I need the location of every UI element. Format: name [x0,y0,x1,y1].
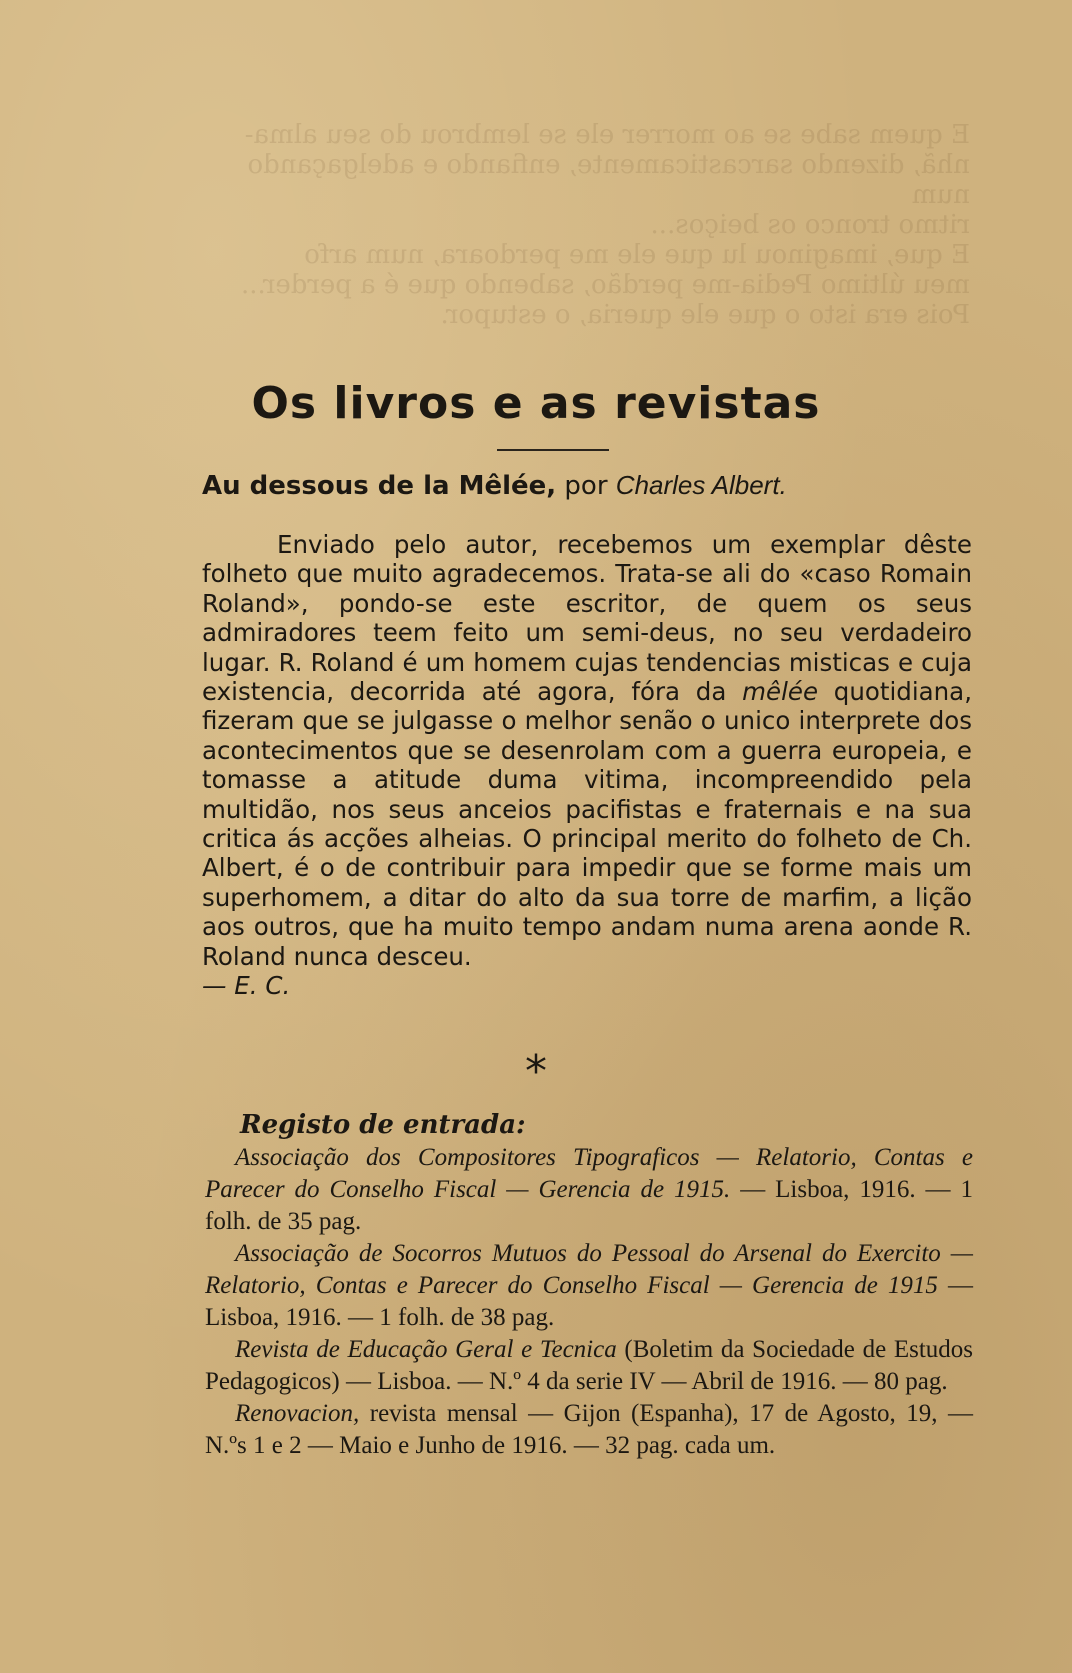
entry-details: — Lisboa, 1916. — 1 folh. de 38 pag. [205,1272,973,1331]
review-text-part1: Enviado pelo autor, recebemos um exemplar dêste folheto que muito agradecemos. Trata-se ali do «caso Romain Roland», pondo-se este escritor, de quem os seus admiradores teem feito um semi-deus, no seu verdadeiro lugar. R. Roland é um homem cujas tendencias misticas e cuja existencia, decorrida até agora, fóra da [202,530,972,707]
entry-details: revista mensal — Gijon (Espanha), 17 de Agosto, 19, — N.ºs 1 e 2 — Maio e Junho de 1916. — 32 pag. cada um. [205,1400,973,1459]
review-text-part2: quotidiana, fizeram que se julgasse o melhor senão o unico interprete dos acontecimentos que se desenrolam com a guerra europeia, e tomasse a atitude duma vitima, incompreendido pela multidão, nos seus anceios pacifistas e fraternais e na sua critica ás acções alheias. O principal merito do folheto de Ch. Albert, é o de contribuir para impedir que se forme mais um superhomem, a ditar do alto da sua torre de marfim, a lição aos outros, que ha muito tempo andam numa arena aonde R. Roland nunca desceu. [202,677,972,971]
entry-title: Associação de Socorros Mutuos do Pessoal do Arsenal do Exercito — Relatorio, Contas e Parecer do Conselho Fiscal — Gerencia de 1915 [205,1240,973,1299]
registo-entries [205,1142,973,1462]
entry-details: — Lisboa, 1916. — 1 folh. de 35 pag. [205,1176,973,1235]
registo-entry [205,1142,973,1238]
review-paragraph [202,530,972,1001]
bleed-through-text: E quem sabe se ao morrer ele se lembrou do seu alma- nhã, dizendo sarcasticamente, enfiando e adelgaçando num ritmo tronco os beiços... E que, imaginou lu que ele me perdoara, num arfo meu último Pedia-me perdão, sabendo que é a perder... Pois era isto o que ele queria, o estupor. [241,120,970,330]
book-title: Au dessous de la Mêlée, [202,471,557,501]
registo-entry [205,1238,973,1334]
entry-details: (Boletim da Sociedade de Estudos Pedagogicos) — Lisboa. — N.º 4 da serie IV — Abril de 1916. — 80 pag. [205,1336,973,1395]
review-emphasis: mêlée [742,677,819,707]
book-author: Charles Albert. [615,470,787,500]
registo-entry [205,1398,973,1462]
entry-title: Renovacion, [235,1400,360,1427]
review-signature: — E. C. [202,971,291,1001]
entry-title: Associação dos Compositores Tipograficos — Relatorio, Contas e Parecer do Conselho Fiscal — Gerencia de 1915. [205,1144,973,1203]
review-heading [202,470,982,501]
title-divider [497,449,609,451]
section-title: Os livros e as revistas [251,378,821,429]
entry-title: Revista de Educação Geral e Tecnica [235,1336,617,1363]
registo-entry [205,1334,973,1398]
section-separator: * [525,1046,547,1097]
by-word: por [556,471,616,501]
registo-heading: Registo de entrada: [240,1110,526,1140]
